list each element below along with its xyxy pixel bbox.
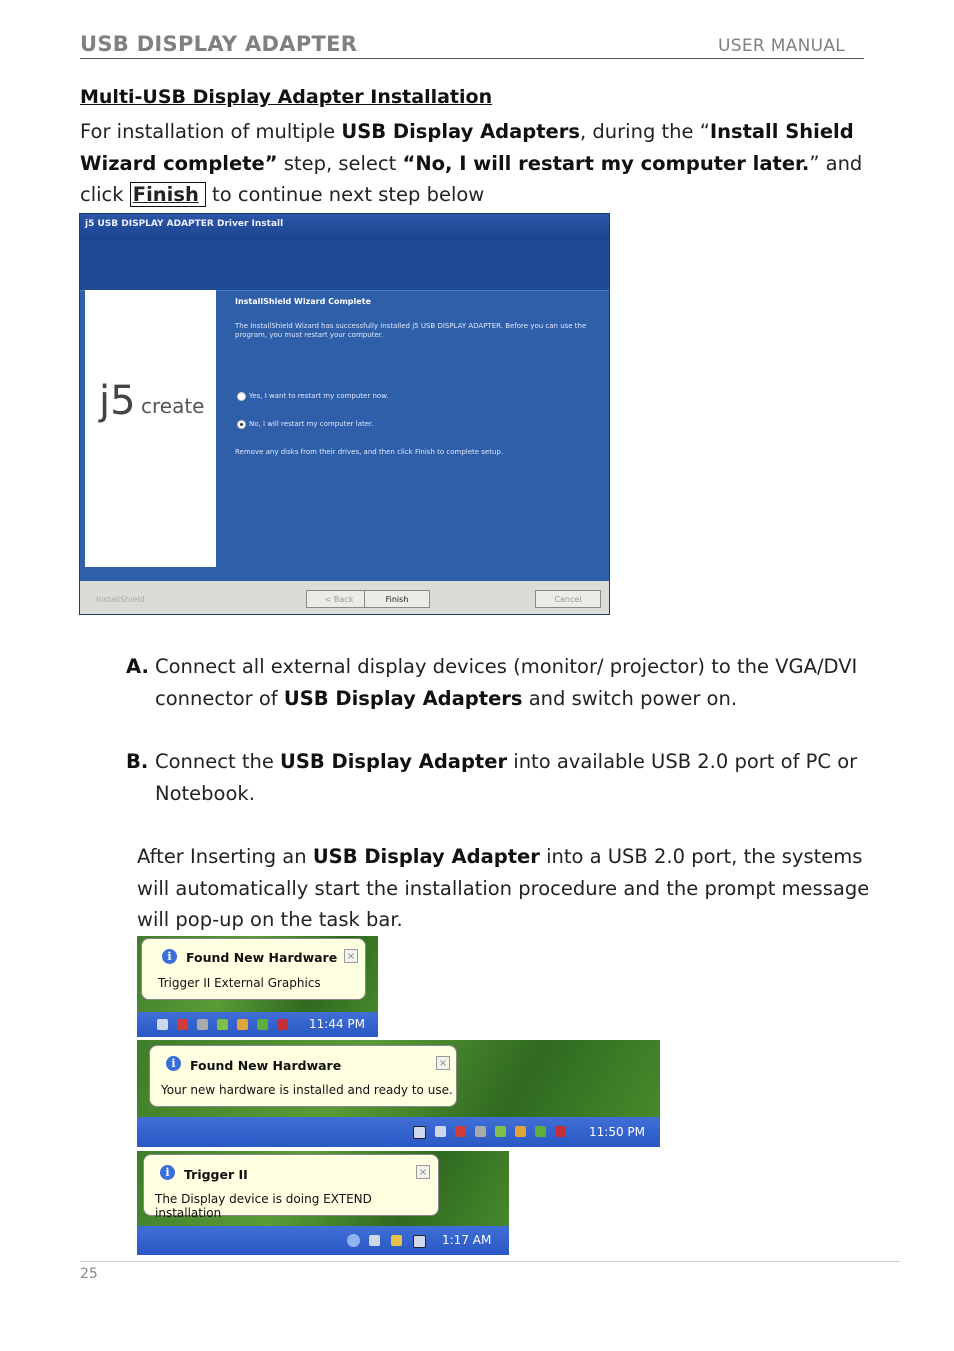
balloon-title: Found New Hardware <box>186 950 338 965</box>
close-icon[interactable]: × <box>436 1056 450 1070</box>
usb-display-icon[interactable] <box>413 1235 426 1248</box>
section-title: Multi-USB Display Adapter Installation <box>80 86 493 108</box>
tray-app-icon[interactable] <box>197 1019 208 1030</box>
radio-restart-later[interactable] <box>237 420 246 429</box>
network-icon[interactable] <box>369 1235 380 1246</box>
j5create-logo: j5 <box>99 378 136 424</box>
radio-restart-now[interactable] <box>237 392 246 401</box>
balloon-text: Trigger II External Graphics <box>158 976 321 990</box>
installer-header-band <box>80 240 610 291</box>
cancel-button[interactable]: Cancel <box>535 590 601 608</box>
document-subtitle: USER MANUAL <box>718 36 846 56</box>
intro-paragraph: For installation of multiple USB Display Adapters, during the “Install Shield Wizard complete” step, select “No, I will restart my computer later.” and click Finish to continue next step below <box>80 120 863 206</box>
tray-clock[interactable]: 1:17 AM <box>442 1233 492 1247</box>
info-icon: i <box>162 949 177 964</box>
volume-icon[interactable] <box>515 1126 526 1137</box>
option-restart-later-label: No, I will restart my computer later. <box>249 420 374 428</box>
installer-heading: InstallShield Wizard Complete <box>235 297 371 306</box>
volume-icon[interactable] <box>237 1019 248 1030</box>
balloon-text: The Display device is doing EXTEND installation <box>155 1192 372 1220</box>
page-number: 25 <box>80 1266 98 1282</box>
j5create-logo-text: create <box>141 394 205 418</box>
step-b-label: B. <box>126 750 149 773</box>
info-icon: i <box>166 1056 181 1071</box>
finish-button[interactable]: Finish <box>364 590 430 608</box>
balloon-title: Trigger II <box>184 1167 248 1182</box>
after-insert-paragraph: After Inserting an USB Display Adapter into a USB 2.0 port, the systems will automatically start the installation procedure and the prompt message will pop-up on the task bar. <box>137 845 870 931</box>
notification-balloon <box>149 1045 457 1107</box>
notification-balloon <box>143 1154 439 1220</box>
tray-clock[interactable]: 11:50 PM <box>589 1125 645 1139</box>
back-button[interactable]: < Back <box>306 590 372 608</box>
tray-popup-screenshot-1 <box>137 936 378 1037</box>
balloon-text: Your new hardware is installed and ready to use. <box>161 1083 453 1097</box>
installer-description: The InstallShield Wizard has successfully installed j5 USB DISPLAY ADAPTER. Before you can use the program, you must restart your computer. <box>235 322 587 339</box>
header-divider <box>80 58 864 59</box>
installer-title: j5 USB DISPLAY ADAPTER Driver Install <box>85 219 284 229</box>
close-icon[interactable]: × <box>416 1165 430 1179</box>
network-icon[interactable] <box>157 1019 168 1030</box>
usb-display-icon[interactable] <box>413 1126 426 1139</box>
step-a-label: A. <box>126 655 149 678</box>
close-icon[interactable]: × <box>344 949 358 963</box>
tray-clock[interactable]: 11:44 PM <box>309 1017 365 1031</box>
installshield-label: InstallShield <box>96 595 145 604</box>
shield-icon[interactable] <box>555 1126 566 1137</box>
option-restart-now-label: Yes, I want to restart my computer now. <box>249 392 389 400</box>
tray-popup-screenshot-3 <box>137 1151 509 1255</box>
tray-app-icon[interactable] <box>535 1126 546 1137</box>
document-title: USB DISPLAY ADAPTER <box>80 32 358 56</box>
taskbar-tray <box>137 1117 660 1147</box>
step-a-text: Connect all external display devices (monitor/ projector) to the VGA/DVI connector of USB Display Adapters and switch power on. <box>155 655 858 710</box>
tray-app-icon[interactable] <box>217 1019 228 1030</box>
installer-screenshot <box>79 213 610 615</box>
tray-popup-screenshot-2 <box>137 1040 660 1147</box>
finish-reference: Finish <box>130 182 206 207</box>
chevron-left-icon[interactable] <box>347 1234 360 1247</box>
installer-remove-text: Remove any disks from their drives, and then click Finish to complete setup. <box>235 448 504 456</box>
display-adapter-icon[interactable] <box>455 1126 466 1137</box>
installer-logo-panel <box>85 290 216 567</box>
tray-app-icon[interactable] <box>257 1019 268 1030</box>
footer-divider <box>80 1261 900 1262</box>
tray-app-icon[interactable] <box>495 1126 506 1137</box>
tray-app-icon[interactable] <box>391 1235 402 1246</box>
display-adapter-icon[interactable] <box>177 1019 188 1030</box>
step-b-text: Connect the USB Display Adapter into available USB 2.0 port of PC or Notebook. <box>155 750 858 805</box>
tray-app-icon[interactable] <box>475 1126 486 1137</box>
taskbar-tray <box>137 1012 378 1037</box>
shield-icon[interactable] <box>277 1019 288 1030</box>
network-icon[interactable] <box>435 1126 446 1137</box>
info-icon: i <box>160 1165 175 1180</box>
taskbar-tray <box>137 1226 509 1255</box>
notification-balloon <box>141 938 366 1000</box>
balloon-title: Found New Hardware <box>190 1058 342 1073</box>
